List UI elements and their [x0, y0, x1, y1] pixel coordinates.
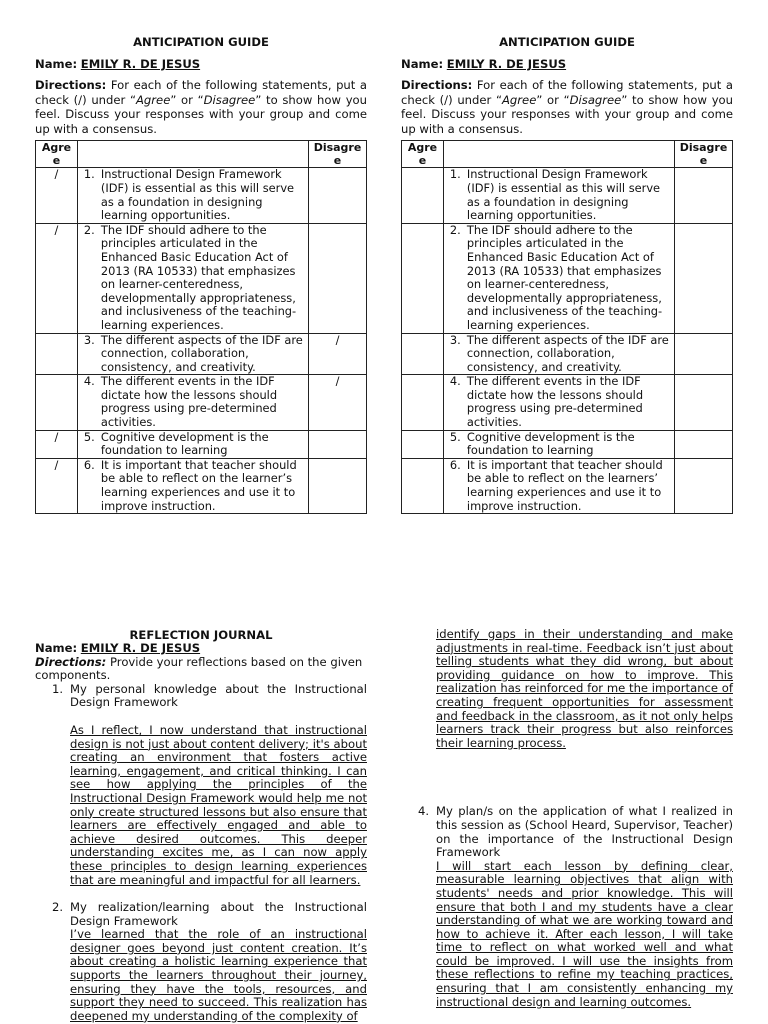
agree-cell[interactable]	[402, 430, 444, 458]
table-header-row	[402, 141, 733, 168]
anticipation-guide-left	[35, 34, 367, 514]
agree-cell[interactable]: /	[36, 430, 78, 458]
name-label: Name:	[401, 57, 444, 71]
table-row	[402, 430, 733, 458]
name-line	[35, 642, 367, 656]
disagree-cell[interactable]	[675, 430, 733, 458]
statement-cell: 1. Instructional Design Framework (IDF) is essential as this will serve as a foundation in designing learning opportunities.	[77, 168, 308, 223]
statement-cell: 6. It is important that teacher should be able to reflect on the learner’s learning experiences and use it to improve instruction.	[77, 458, 308, 513]
table-row	[402, 223, 733, 333]
directions-text: ” or “	[536, 92, 570, 107]
disagree-cell[interactable]	[675, 168, 733, 223]
agree-word: Agree	[502, 92, 537, 107]
name-line	[35, 56, 367, 73]
agree-cell[interactable]	[402, 223, 444, 333]
agree-cell[interactable]: /	[36, 168, 78, 223]
table-row	[36, 375, 367, 430]
agree-cell[interactable]	[402, 375, 444, 430]
item-prompt: My personal knowledge about the Instructional Design Framework	[70, 681, 367, 710]
agree-cell[interactable]	[402, 458, 444, 513]
table-row	[402, 168, 733, 223]
student-name: EMILY R. DE JESUS	[80, 641, 201, 655]
student-name: EMILY R. DE JESUS	[446, 57, 567, 71]
directions-label: Directions:	[35, 654, 107, 669]
reflection-item-1	[35, 683, 367, 887]
anticipation-guide-right	[401, 34, 733, 514]
disagree-word: Disagree	[203, 92, 256, 107]
disagree-cell[interactable]	[675, 375, 733, 430]
item-answer: As I reflect, I now understand that instructional design is not just about content delivery; it's about creating an environment that fosters active learning, engagement, and critical thinking. I can see how applying the principles of the Instructional Design Framework would help me not only create structured lessons but also ensure that learners are effectively engaged and able to achieve desired outcomes. This deeper understanding excites me, as I can now apply these principles to design learning experiences that are meaningful and impactful for all learners.	[70, 722, 367, 887]
statement-cell: 2. The IDF should adhere to the principles articulated in the Enhanced Basic Education Act of 2013 (RA 10533) that emphasizes on learner-centeredness, developmentally appropriateness, and inclusiveness of the teaching-learning experiences.	[77, 223, 308, 333]
table-row	[402, 458, 733, 513]
reflection-title: REFLECTION JOURNAL	[129, 628, 273, 642]
table-row	[36, 458, 367, 513]
table-row	[36, 223, 367, 333]
table-header-row	[36, 141, 367, 168]
disagree-cell[interactable]	[309, 168, 367, 223]
statement-cell: 1. Instructional Design Framework (IDF) is essential as this will serve as a foundation in designing learning opportunities.	[443, 168, 674, 223]
reflection-directions	[35, 656, 367, 683]
guide-title: ANTICIPATION GUIDE	[499, 35, 635, 49]
name-label: Name:	[35, 641, 78, 655]
statement-cell: 2. The IDF should adhere to the principles articulated in the Enhanced Basic Education Act of 2013 (RA 10533) that emphasizes on learner-centeredness, developmentally appropriateness, and inclusiveness of the teaching-learning experiences.	[443, 223, 674, 333]
table-row	[36, 168, 367, 223]
disagree-cell[interactable]	[675, 333, 733, 375]
agree-word: Agree	[136, 92, 171, 107]
disagree-cell[interactable]	[675, 458, 733, 513]
statement-cell: 5. Cognitive development is the foundation to learning	[77, 430, 308, 458]
agree-cell[interactable]	[36, 375, 78, 430]
reflection-journal-left	[35, 628, 367, 1023]
disagree-cell[interactable]	[675, 223, 733, 333]
disagree-cell[interactable]	[309, 223, 367, 333]
agree-cell[interactable]: /	[36, 223, 78, 333]
directions	[35, 78, 367, 136]
agree-cell[interactable]: /	[36, 458, 78, 513]
statement-cell: 6. It is important that teacher should be able to reflect on the learners’ learning experiences and use it to improve instruction.	[443, 458, 674, 513]
reflection-item-4	[401, 805, 733, 1009]
item-number: 4.	[417, 804, 429, 819]
reflection-item-2	[35, 901, 367, 1023]
disagree-cell[interactable]: /	[309, 333, 367, 375]
table-row	[36, 333, 367, 375]
statement-cell: 5. Cognitive development is the foundation to learning	[443, 430, 674, 458]
table-row	[402, 375, 733, 430]
item-answer: identify gaps in their understanding and make adjustments in real-time. Feedback isn’t just about telling students what they did wrong, but about providing guidance on how to improve. This realization has reinforced for me the importance of creating frequent opportunities for assessment and feedback in the classroom, as it not only helps learners track their progress but also reinforces their learning process.	[436, 627, 733, 750]
directions-text: Provide your reflections based on the given components.	[35, 654, 363, 683]
table-row	[402, 333, 733, 375]
reflection-journal-right	[401, 628, 733, 1009]
name-label: Name:	[35, 57, 78, 71]
directions-text: For each of the following statements, put a check (/) under “	[401, 78, 733, 107]
directions	[401, 78, 733, 136]
header-statement	[77, 141, 308, 168]
header-disagree: Disagree	[675, 141, 733, 168]
header-statement	[443, 141, 674, 168]
item-answer: I will start each lesson by defining clear, measurable learning objectives that align with students' needs and prior knowledge. This will ensure that both I and my students have a clear understanding of what we are working toward and how to achieve it. After each lesson, I will take time to reflect on what worked well and what could be improved. I will use the insights from these reflections to refine my teaching practices, ensuring that I am consistently enhancing my instructional design and learning outcomes.	[436, 858, 733, 1009]
directions-text: ” to show how you feel. Discuss your responses with your group and come up with a consensus.	[401, 92, 733, 136]
agree-cell[interactable]	[36, 333, 78, 375]
item-prompt: My realization/learning about the Instructional Design Framework	[70, 900, 367, 928]
header-agree: Agree	[402, 141, 444, 168]
header-agree: Agree	[36, 141, 78, 168]
agree-cell[interactable]	[402, 333, 444, 375]
name-line	[401, 56, 733, 73]
directions-text: For each of the following statements, put a check (/) under “	[35, 78, 367, 107]
anticipation-table	[35, 140, 367, 514]
directions-label: Directions:	[35, 78, 107, 92]
disagree-cell[interactable]: /	[309, 375, 367, 430]
item-number: 1.	[51, 681, 63, 696]
item-number: 2.	[51, 900, 63, 915]
header-disagree: Disagree	[309, 141, 367, 168]
item-prompt: My plan/s on the application of what I realized in this session as (School Heard, Supervisor, Teacher) on the importance of the Instructional Design Framework	[436, 804, 733, 860]
statement-cell: 3. The different aspects of the IDF are connection, collaboration, consistency, and creativity.	[443, 333, 674, 375]
agree-cell[interactable]	[402, 168, 444, 223]
statement-cell: 4. The different events in the IDF dictate how the lessons should progress using pre-determined activities.	[77, 375, 308, 430]
table-row	[36, 430, 367, 458]
statement-cell: 3. The different aspects of the IDF are connection, collaboration, consistency, and creativity.	[77, 333, 308, 375]
disagree-cell[interactable]	[309, 430, 367, 458]
guide-title: ANTICIPATION GUIDE	[133, 35, 269, 49]
disagree-cell[interactable]	[309, 458, 367, 513]
student-name: EMILY R. DE JESUS	[80, 57, 201, 71]
directions-text: ” or “	[170, 92, 204, 107]
item-answer: I’ve learned that the role of an instructional designer goes beyond just content creation. It’s about creating a holistic learning experience that supports the learners throughout their journey, ensuring they have the tools, resources, and support they need to succeed. This realization has deepened my understanding of the complexity of	[70, 927, 367, 1023]
anticipation-table	[401, 140, 733, 514]
disagree-word: Disagree	[569, 92, 622, 107]
reflection-item-continued	[401, 628, 733, 750]
directions-label: Directions:	[401, 78, 473, 92]
directions-text: ” to show how you feel. Discuss your responses with your group and come up with a consensus.	[35, 92, 367, 136]
statement-cell: 4. The different events in the IDF dictate how the lessons should progress using pre-determined activities.	[443, 375, 674, 430]
